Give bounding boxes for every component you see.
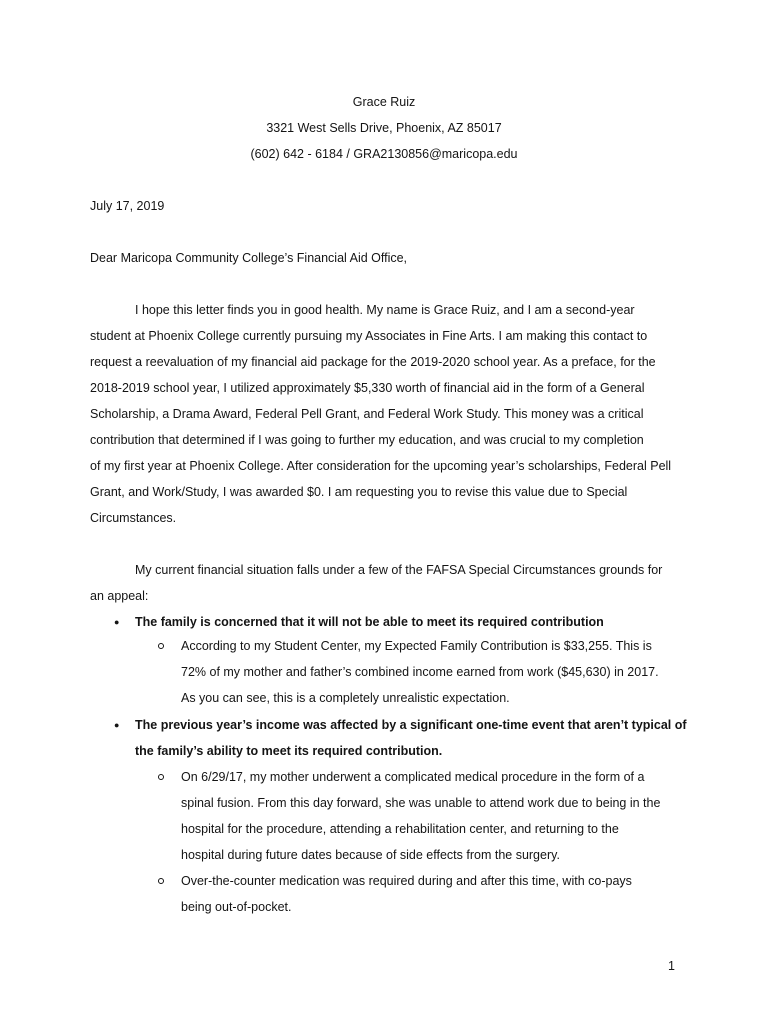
sender-address: 3321 West Sells Drive, Phoenix, AZ 85017 xyxy=(266,121,502,135)
hollow-circle-icon xyxy=(158,643,164,649)
sub-bullet-line: being out-of-pocket. xyxy=(181,900,292,914)
bullet-line: The previous year’s income was affected by a significant one-time event that aren’t typical of xyxy=(135,718,687,732)
paragraph-line: My current financial situation falls under a few of the FAFSA Special Circumstances grounds for xyxy=(135,563,663,577)
paragraph-line: Circumstances. xyxy=(90,511,177,525)
sender-contact: (602) 642 - 6184 / GRA2130856@maricopa.edu xyxy=(250,147,518,161)
salutation: Dear Maricopa Community College’s Financial Aid Office, xyxy=(90,251,408,265)
paragraph-line: Scholarship, a Drama Award, Federal Pell Grant, and Federal Work Study. This money was a critical xyxy=(90,407,644,421)
paragraph-line: 2018-2019 school year, I utilized approximately $5,330 worth of financial aid in the form of a General xyxy=(90,381,645,395)
paragraph-line: Grant, and Work/Study, I was awarded $0. I am requesting you to revise this value due to Special xyxy=(90,485,628,499)
paragraph-line: I hope this letter finds you in good health. My name is Grace Ruiz, and I am a second-year xyxy=(135,303,635,317)
sub-bullet-line: Over-the-counter medication was required during and after this time, with co-pays xyxy=(181,874,632,888)
hollow-circle-icon xyxy=(158,878,164,884)
sub-bullet-line: On 6/29/17, my mother underwent a complicated medical procedure in the form of a xyxy=(181,770,645,784)
sub-bullet-line: 72% of my mother and father’s combined income earned from work ($45,630) in 2017. xyxy=(181,665,659,679)
bullet-line: The family is concerned that it will not be able to meet its required contribution xyxy=(135,615,604,629)
paragraph-line: contribution that determined if I was going to further my education, and was crucial to my completion xyxy=(90,433,644,447)
sub-bullet-line: hospital during future dates because of side effects from the surgery. xyxy=(181,848,560,862)
sub-bullet-line: According to my Student Center, my Expected Family Contribution is $33,255. This is xyxy=(181,639,652,653)
sub-bullet-line: hospital for the procedure, attending a rehabilitation center, and returning to the xyxy=(181,822,619,836)
paragraph-line: of my first year at Phoenix College. After consideration for the upcoming year’s scholarships, Federal Pell xyxy=(90,459,672,473)
sub-bullet-line: As you can see, this is a completely unrealistic expectation. xyxy=(181,691,510,705)
paragraph-line: request a reevaluation of my financial aid package for the 2019-2020 school year. As a preface, for the xyxy=(90,355,656,369)
paragraph-line: student at Phoenix College currently pursuing my Associates in Fine Arts. I am making this contact to xyxy=(90,329,648,343)
paragraph-line: an appeal: xyxy=(90,589,149,603)
sender-name: Grace Ruiz xyxy=(352,95,416,109)
page-number: 1 xyxy=(668,959,675,973)
bullet-dot-icon: ● xyxy=(114,720,120,730)
bullet-line: the family’s ability to meet its required contribution. xyxy=(135,744,443,758)
bullet-dot-icon: ● xyxy=(114,617,120,627)
sub-bullet-line: spinal fusion. From this day forward, she was unable to attend work due to being in the xyxy=(181,796,661,810)
hollow-circle-icon xyxy=(158,774,164,780)
letter-date: July 17, 2019 xyxy=(90,199,165,213)
